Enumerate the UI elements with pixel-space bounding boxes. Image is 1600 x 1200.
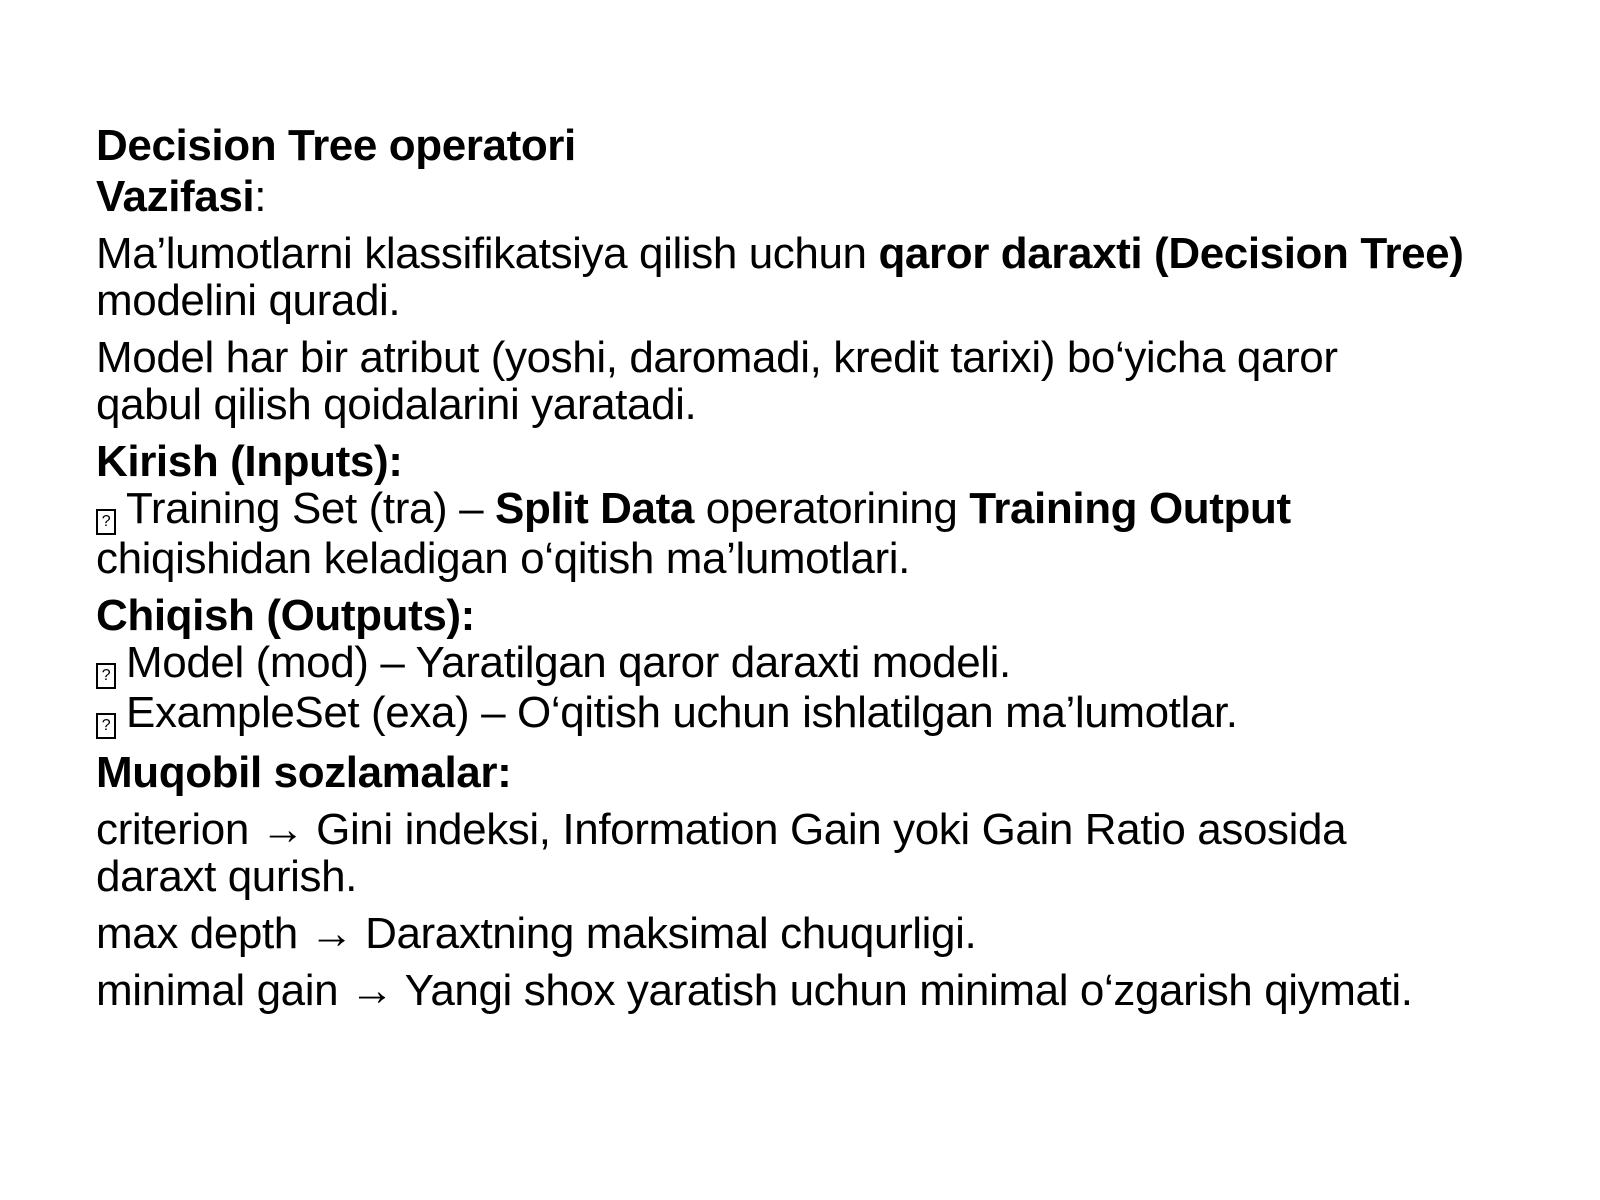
inputs-heading: Kirish (Inputs): xyxy=(96,437,403,486)
outputs-heading: Chiqish (Outputs): xyxy=(96,591,475,640)
slide-title: Decision Tree operatori xyxy=(96,121,576,170)
task-heading xyxy=(96,173,1546,220)
settings-item-max-depth: max depth → Daraxtning maksimal chuqurligi. xyxy=(96,909,977,958)
task-paragraph-2 xyxy=(96,334,1546,428)
task-paragraph-1 xyxy=(96,230,1546,324)
bullet-box-icon: ? xyxy=(96,713,116,739)
outputs-item-exampleset: ? ExampleSet (exa) – O‘qitish uchun ishlatilgan ma’lumotlar. xyxy=(96,689,1546,739)
outputs-item-model: ? Model (mod) – Yaratilgan qaror daraxti modeli. xyxy=(96,639,1546,689)
inputs-text1: Training Set (tra) – xyxy=(126,484,495,533)
task-p1-text: Ma’lumotlarni klassifikatsiya qilish uchun xyxy=(96,229,879,278)
settings-item-criterion: criterion → Gini indeksi, Information Gain yoki Gain Ratio asosida daraxt qurish. xyxy=(96,805,1347,901)
task-p1-line2: modelini quradi. xyxy=(96,276,401,325)
bullet-box-icon: ? xyxy=(96,509,116,535)
settings-item-minimal-gain: minimal gain → Yangi shox yaratish uchun minimal o‘zgarish qiymati. xyxy=(96,966,1413,1015)
inputs-item xyxy=(96,485,1546,582)
task-p1-bold: qaror daraxti (Decision Tree) xyxy=(878,229,1464,278)
inputs-bold2: Training Output xyxy=(969,484,1291,533)
inputs-text2: operatorining xyxy=(693,484,970,533)
inputs-bold1: Split Data xyxy=(495,484,694,533)
task-colon: : xyxy=(254,172,267,221)
bullet-box-icon: ? xyxy=(96,663,116,689)
slide-content xyxy=(96,122,1546,1014)
inputs-line2: chiqishidan keladigan o‘qitish ma’lumotlari. xyxy=(96,534,910,583)
task-p2-line1: Model har bir atribut (yoshi, daromadi, kredit tarixi) bo‘yicha qaror xyxy=(96,333,1338,382)
task-p2-line2: qabul qilish qoidalarini yaratadi. xyxy=(96,380,697,429)
task-label: Vazifasi xyxy=(96,172,255,221)
settings-heading: Muqobil sozlamalar: xyxy=(96,748,512,797)
